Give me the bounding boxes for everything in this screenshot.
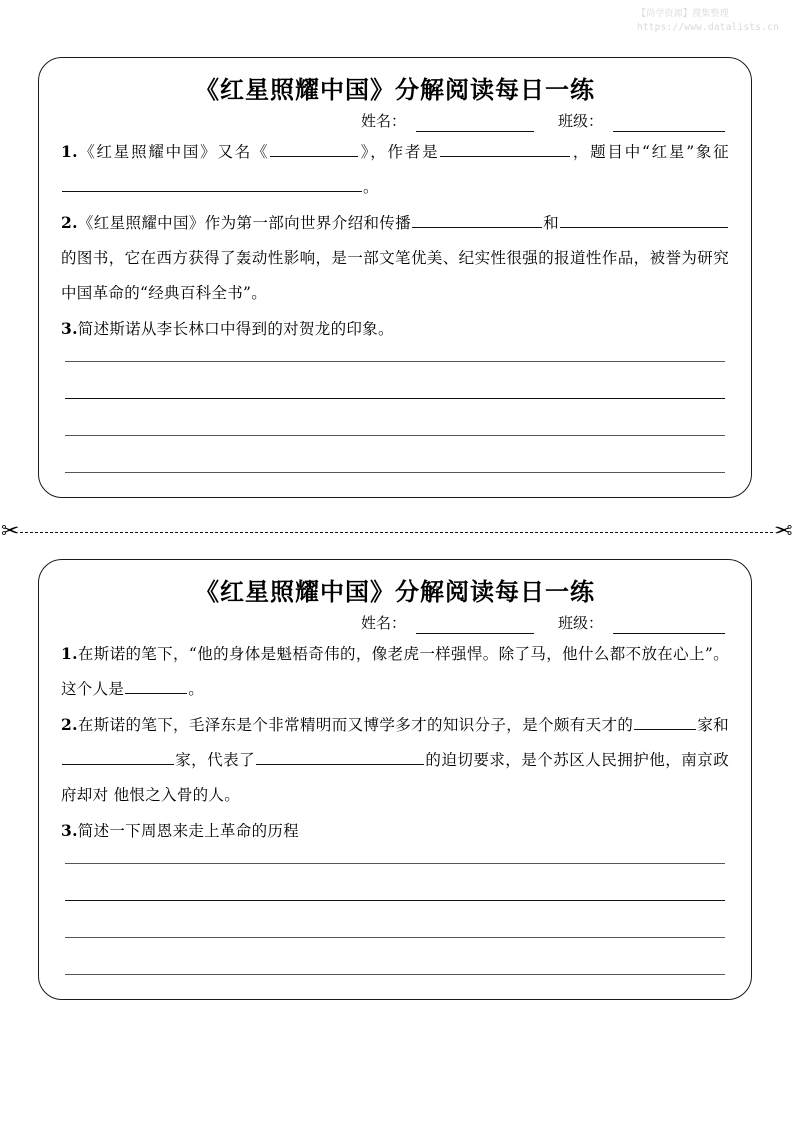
question-text: 在斯诺的笔下，“他的身体是魁梧奇伟的，像老虎一样强悍。除了马，他什么都不放在心上”。这个人是 bbox=[61, 645, 729, 698]
question-number: 3. bbox=[61, 821, 78, 840]
question-number: 2. bbox=[61, 213, 78, 232]
class-input-blank-1[interactable] bbox=[613, 115, 725, 132]
fill-in-blank[interactable] bbox=[634, 714, 696, 730]
question-item bbox=[61, 205, 729, 311]
question-text: 家，代表了 bbox=[175, 751, 256, 769]
question-number: 2. bbox=[61, 715, 78, 734]
worksheet-card-2 bbox=[38, 559, 752, 1000]
question-item bbox=[61, 134, 729, 205]
question-text: 。 bbox=[188, 680, 205, 698]
question-list-2 bbox=[61, 636, 729, 849]
fill-in-blank[interactable] bbox=[412, 212, 542, 228]
question-text: 简述一下周恩来走上革命的历程 bbox=[77, 822, 299, 840]
question-item bbox=[61, 311, 729, 347]
student-meta-row-2 bbox=[61, 612, 729, 634]
fill-in-blank[interactable] bbox=[560, 212, 728, 228]
answer-rule-line[interactable] bbox=[65, 974, 725, 975]
question-text: 《红星照耀中国》作为第一部向世界介绍和传播 bbox=[77, 214, 412, 232]
fill-in-blank[interactable] bbox=[440, 141, 570, 157]
question-text: 》，作者是 bbox=[359, 143, 440, 161]
name-label-2: 姓名： bbox=[360, 614, 406, 632]
answer-rule-line[interactable] bbox=[65, 863, 725, 864]
page-title-1: 《红星照耀中国》分解阅读每日一练 bbox=[195, 75, 595, 104]
question-item bbox=[61, 707, 729, 813]
answer-rule-line[interactable] bbox=[65, 435, 725, 436]
question-text: 简述斯诺从李长林口中得到的对贺龙的印象。 bbox=[77, 320, 394, 338]
watermark-url: https://www.datalists.cn bbox=[636, 22, 779, 33]
answer-rule-line[interactable] bbox=[65, 472, 725, 473]
fill-in-blank[interactable] bbox=[62, 749, 174, 765]
question-item bbox=[61, 636, 729, 707]
question-text: 家和 bbox=[697, 716, 729, 734]
scissors-icon-right: ✂ bbox=[773, 519, 792, 544]
answer-rule-line[interactable] bbox=[65, 937, 725, 938]
answer-rule-line[interactable] bbox=[65, 900, 725, 901]
cut-divider bbox=[0, 518, 793, 546]
name-input-blank-1[interactable] bbox=[416, 115, 534, 132]
question-item bbox=[61, 813, 729, 849]
question-text: ，题目中“红星”象征 bbox=[571, 143, 729, 161]
worksheet-card-1 bbox=[38, 57, 752, 498]
question-number: 1. bbox=[61, 644, 78, 663]
question-number: 3. bbox=[61, 319, 78, 338]
answer-lines-2 bbox=[61, 863, 729, 975]
answer-rule-line[interactable] bbox=[65, 361, 725, 362]
watermark-source-label: 【尚学资源】搜集整理 bbox=[636, 9, 729, 19]
question-list-1 bbox=[61, 134, 729, 347]
name-input-blank-2[interactable] bbox=[416, 617, 534, 634]
watermark bbox=[637, 8, 779, 34]
class-label-2: 班级： bbox=[557, 614, 603, 632]
question-text: 的迫切要求，是个苏区人民拥护他，南京政府却对 他恨之入骨的人。 bbox=[61, 751, 729, 804]
fill-in-blank[interactable] bbox=[125, 678, 187, 694]
answer-rule-line[interactable] bbox=[65, 398, 725, 399]
question-number: 1. bbox=[61, 142, 78, 161]
question-text: 。 bbox=[363, 178, 379, 196]
cut-dashed-line bbox=[20, 532, 772, 533]
class-label-1: 班级： bbox=[557, 112, 603, 130]
question-text: 和 bbox=[543, 214, 559, 232]
scissors-icon-left: ✂ bbox=[1, 519, 20, 544]
page-title-2: 《红星照耀中国》分解阅读每日一练 bbox=[195, 577, 595, 606]
class-input-blank-2[interactable] bbox=[613, 617, 725, 634]
question-text: 《红星照耀中国》又名《 bbox=[77, 143, 270, 161]
name-label-1: 姓名： bbox=[360, 112, 406, 130]
fill-in-blank[interactable] bbox=[256, 749, 424, 765]
question-text: 的图书，它在西方获得了轰动性影响，是一部文笔优美、纪实性很强的报道性作品，被誉为研究中国革命的“经典百科全书”。 bbox=[61, 249, 729, 302]
student-meta-row-1 bbox=[61, 110, 729, 132]
answer-lines-1 bbox=[61, 361, 729, 473]
question-text: 在斯诺的笔下，毛泽东是个非常精明而又博学多才的知识分子，是个颇有天才的 bbox=[77, 716, 634, 734]
fill-in-blank[interactable] bbox=[62, 176, 362, 192]
fill-in-blank[interactable] bbox=[270, 141, 358, 157]
